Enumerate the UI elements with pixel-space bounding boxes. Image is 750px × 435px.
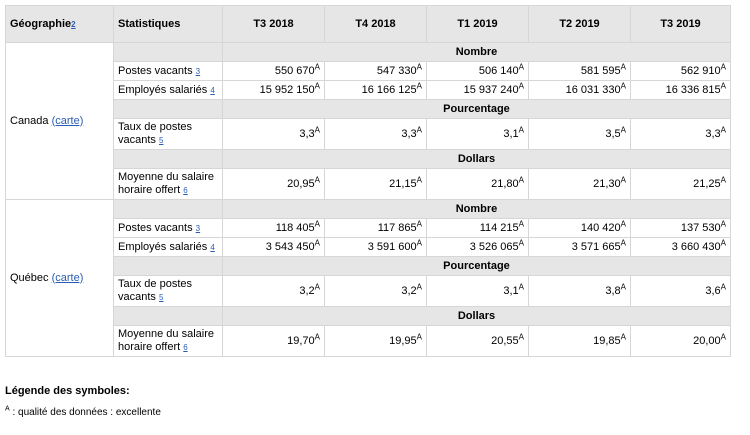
quality-flag: A <box>314 237 320 247</box>
value-cell <box>427 81 529 100</box>
value: 3 591 600 <box>367 240 417 253</box>
quality-flag: A <box>620 124 626 134</box>
statistic-label: Employés salariés <box>118 83 208 96</box>
quality-flag: A <box>314 80 320 90</box>
statistic-label-cell <box>114 169 223 200</box>
value: 3,3 <box>299 127 315 140</box>
map-link[interactable]: (carte) <box>51 271 84 284</box>
value: 3,5 <box>605 127 621 140</box>
footnote-link-2[interactable]: 2 <box>71 19 76 29</box>
table-row <box>6 219 731 238</box>
value-cell <box>631 81 731 100</box>
quality-flag: A <box>416 331 422 341</box>
value-cell <box>325 81 427 100</box>
table-row <box>6 276 731 307</box>
value: 16 336 815 <box>665 83 721 96</box>
region-cell <box>6 200 114 357</box>
value-cell <box>325 219 427 238</box>
table-row <box>6 169 731 200</box>
legend-symbol: A <box>5 405 10 413</box>
value: 19,70 <box>287 334 315 347</box>
value: 3,3 <box>705 127 721 140</box>
value-cell <box>223 62 325 81</box>
value-cell <box>631 62 731 81</box>
unit-spacer <box>114 150 223 169</box>
quality-flag: A <box>518 218 524 228</box>
table-container <box>5 5 730 357</box>
value-cell <box>427 62 529 81</box>
statistic-label: Moyenne du salaire horaire offert <box>118 328 215 353</box>
value: 114 215 <box>479 221 519 234</box>
quality-flag: A <box>720 218 726 228</box>
quality-flag: A <box>416 80 422 90</box>
value-cell <box>427 219 529 238</box>
statistic-label-cell <box>114 81 223 100</box>
quality-flag: A <box>720 174 726 184</box>
map-link[interactable]: (carte) <box>51 114 84 127</box>
quality-flag: A <box>518 237 524 247</box>
unit-row <box>6 43 731 62</box>
footnote-link[interactable]: 6 <box>183 186 188 195</box>
value-cell <box>223 276 325 307</box>
statistic-label-cell <box>114 276 223 307</box>
value-cell <box>325 62 427 81</box>
footnote-link[interactable]: 5 <box>158 293 164 302</box>
value-cell <box>427 238 529 257</box>
value-cell <box>427 169 529 200</box>
value: 3,2 <box>401 284 417 297</box>
quality-flag: A <box>518 174 524 184</box>
value: 3,1 <box>503 127 519 140</box>
value: 16 031 330 <box>565 83 621 96</box>
header-period: T3 2019 <box>631 6 731 43</box>
unit-row <box>6 307 731 326</box>
value: 3 660 430 <box>671 240 721 253</box>
unit-label: Dollars <box>223 307 731 326</box>
table-row <box>6 326 731 357</box>
value-cell <box>325 169 427 200</box>
unit-row <box>6 100 731 119</box>
value: 21,30 <box>593 177 621 190</box>
value-cell <box>325 119 427 150</box>
quality-flag: A <box>720 237 726 247</box>
value: 3,3 <box>401 127 417 140</box>
unit-label: Nombre <box>223 200 731 219</box>
header-row <box>6 6 731 43</box>
quality-flag: A <box>620 174 626 184</box>
value-cell <box>631 219 731 238</box>
quality-flag: A <box>720 281 726 291</box>
quality-flag: A <box>314 218 320 228</box>
table-body <box>6 43 731 357</box>
quality-flag: A <box>620 61 626 71</box>
header-statistics: Statistiques <box>114 6 223 43</box>
quality-flag: A <box>620 281 626 291</box>
value: 117 865 <box>377 221 417 234</box>
statistic-label-cell <box>114 62 223 81</box>
quality-flag: A <box>620 331 626 341</box>
quality-flag: A <box>518 331 524 341</box>
region-name: Canada <box>10 114 49 127</box>
value: 21,15 <box>389 177 417 190</box>
quality-flag: A <box>620 218 626 228</box>
header-geography <box>6 6 114 43</box>
quality-flag: A <box>518 281 524 291</box>
legend-item <box>5 407 161 418</box>
quality-flag: A <box>518 124 524 134</box>
footnote-link[interactable]: 3 <box>195 66 201 76</box>
value-cell <box>427 276 529 307</box>
quality-flag: A <box>416 61 422 71</box>
table-row <box>6 81 731 100</box>
value: 3,1 <box>503 284 519 297</box>
quality-flag: A <box>314 331 320 341</box>
statistic-label: Moyenne du salaire horaire offert <box>118 171 215 196</box>
value-cell <box>427 119 529 150</box>
quality-flag: A <box>518 61 524 71</box>
value: 3 526 065 <box>469 240 519 253</box>
header-period: T1 2019 <box>427 6 529 43</box>
value: 3 571 665 <box>571 240 621 253</box>
value-cell <box>223 238 325 257</box>
value: 19,85 <box>593 334 621 347</box>
value-cell <box>325 238 427 257</box>
value-cell <box>631 119 731 150</box>
value-cell <box>631 169 731 200</box>
value-cell <box>529 62 631 81</box>
table-row <box>6 62 731 81</box>
value-cell <box>223 326 325 357</box>
value-cell <box>529 119 631 150</box>
value: 3,2 <box>299 284 315 297</box>
statistic-label: Postes vacants <box>118 221 193 234</box>
unit-label: Pourcentage <box>223 100 731 119</box>
value: 21,25 <box>693 177 721 190</box>
legend-title: Légende des symboles: <box>5 385 130 397</box>
quality-flag: A <box>314 61 320 71</box>
quality-flag: A <box>720 61 726 71</box>
value-cell <box>529 81 631 100</box>
table-row <box>6 119 731 150</box>
unit-row <box>6 150 731 169</box>
header-period: T3 2018 <box>223 6 325 43</box>
value-cell <box>325 326 427 357</box>
value: 3,6 <box>705 284 721 297</box>
value-cell <box>631 238 731 257</box>
quality-flag: A <box>720 124 726 134</box>
quality-flag: A <box>518 80 524 90</box>
value: 118 405 <box>275 221 315 234</box>
header-period: T4 2018 <box>325 6 427 43</box>
quality-flag: A <box>720 331 726 341</box>
statistic-label: Employés salariés <box>118 240 208 253</box>
unit-spacer <box>114 200 223 219</box>
footnote-link[interactable]: 5 <box>158 136 164 145</box>
unit-label: Nombre <box>223 43 731 62</box>
value: 581 595 <box>580 64 621 77</box>
quality-flag: A <box>314 174 320 184</box>
value: 550 670 <box>274 64 315 77</box>
quality-flag: A <box>620 80 626 90</box>
unit-spacer <box>114 43 223 62</box>
unit-spacer <box>114 257 223 276</box>
value-cell <box>427 326 529 357</box>
quality-flag: A <box>416 124 422 134</box>
value: 15 937 240 <box>463 83 519 96</box>
header-geography-label: Géographie <box>10 17 72 30</box>
legend-text: : qualité des données : excellente <box>12 407 161 418</box>
footnote-link[interactable]: 4 <box>210 242 215 252</box>
value-cell <box>223 219 325 238</box>
quality-flag: A <box>416 237 422 247</box>
statistic-label-cell <box>114 238 223 257</box>
value-cell <box>325 276 427 307</box>
footnote-link[interactable]: 4 <box>210 85 215 95</box>
region-cell <box>6 43 114 200</box>
header-period: T2 2019 <box>529 6 631 43</box>
table-row <box>6 238 731 257</box>
value: 20,55 <box>491 334 519 347</box>
region-name: Québec <box>10 271 49 284</box>
quality-flag: A <box>416 218 422 228</box>
value: 506 140 <box>478 64 519 77</box>
statistic-label: Postes vacants <box>118 64 193 77</box>
value: 16 166 125 <box>361 83 417 96</box>
value: 20,00 <box>693 334 721 347</box>
unit-label: Pourcentage <box>223 257 731 276</box>
statistic-label-cell <box>114 119 223 150</box>
unit-row <box>6 200 731 219</box>
value: 3 543 450 <box>265 240 315 253</box>
value: 562 910 <box>680 64 721 77</box>
quality-flag: A <box>720 80 726 90</box>
statistic-label: Taux de postes vacants <box>118 278 192 303</box>
quality-flag: A <box>314 124 320 134</box>
value-cell <box>529 276 631 307</box>
value-cell <box>223 169 325 200</box>
statistics-table <box>5 5 731 357</box>
quality-flag: A <box>314 281 320 291</box>
value: 137 530 <box>680 221 721 234</box>
footnote-link[interactable]: 6 <box>183 343 188 352</box>
statistic-label-cell <box>114 326 223 357</box>
value-cell <box>529 169 631 200</box>
quality-flag: A <box>416 281 422 291</box>
unit-row <box>6 257 731 276</box>
value: 140 420 <box>580 221 621 234</box>
value-cell <box>529 326 631 357</box>
statistic-label-cell <box>114 219 223 238</box>
value: 3,8 <box>605 284 621 297</box>
value: 15 952 150 <box>259 83 315 96</box>
value-cell <box>223 119 325 150</box>
value-cell <box>631 276 731 307</box>
quality-flag: A <box>620 237 626 247</box>
statistic-label: Taux de postes vacants <box>118 121 192 146</box>
value-cell <box>223 81 325 100</box>
value-cell <box>631 326 731 357</box>
unit-spacer <box>114 307 223 326</box>
footnote-link[interactable]: 3 <box>195 223 201 233</box>
unit-label: Dollars <box>223 150 731 169</box>
value: 19,95 <box>389 334 417 347</box>
value: 21,80 <box>491 177 519 190</box>
value-cell <box>529 238 631 257</box>
quality-flag: A <box>416 174 422 184</box>
value-cell <box>529 219 631 238</box>
value: 20,95 <box>287 177 315 190</box>
value: 547 330 <box>376 64 417 77</box>
unit-spacer <box>114 100 223 119</box>
